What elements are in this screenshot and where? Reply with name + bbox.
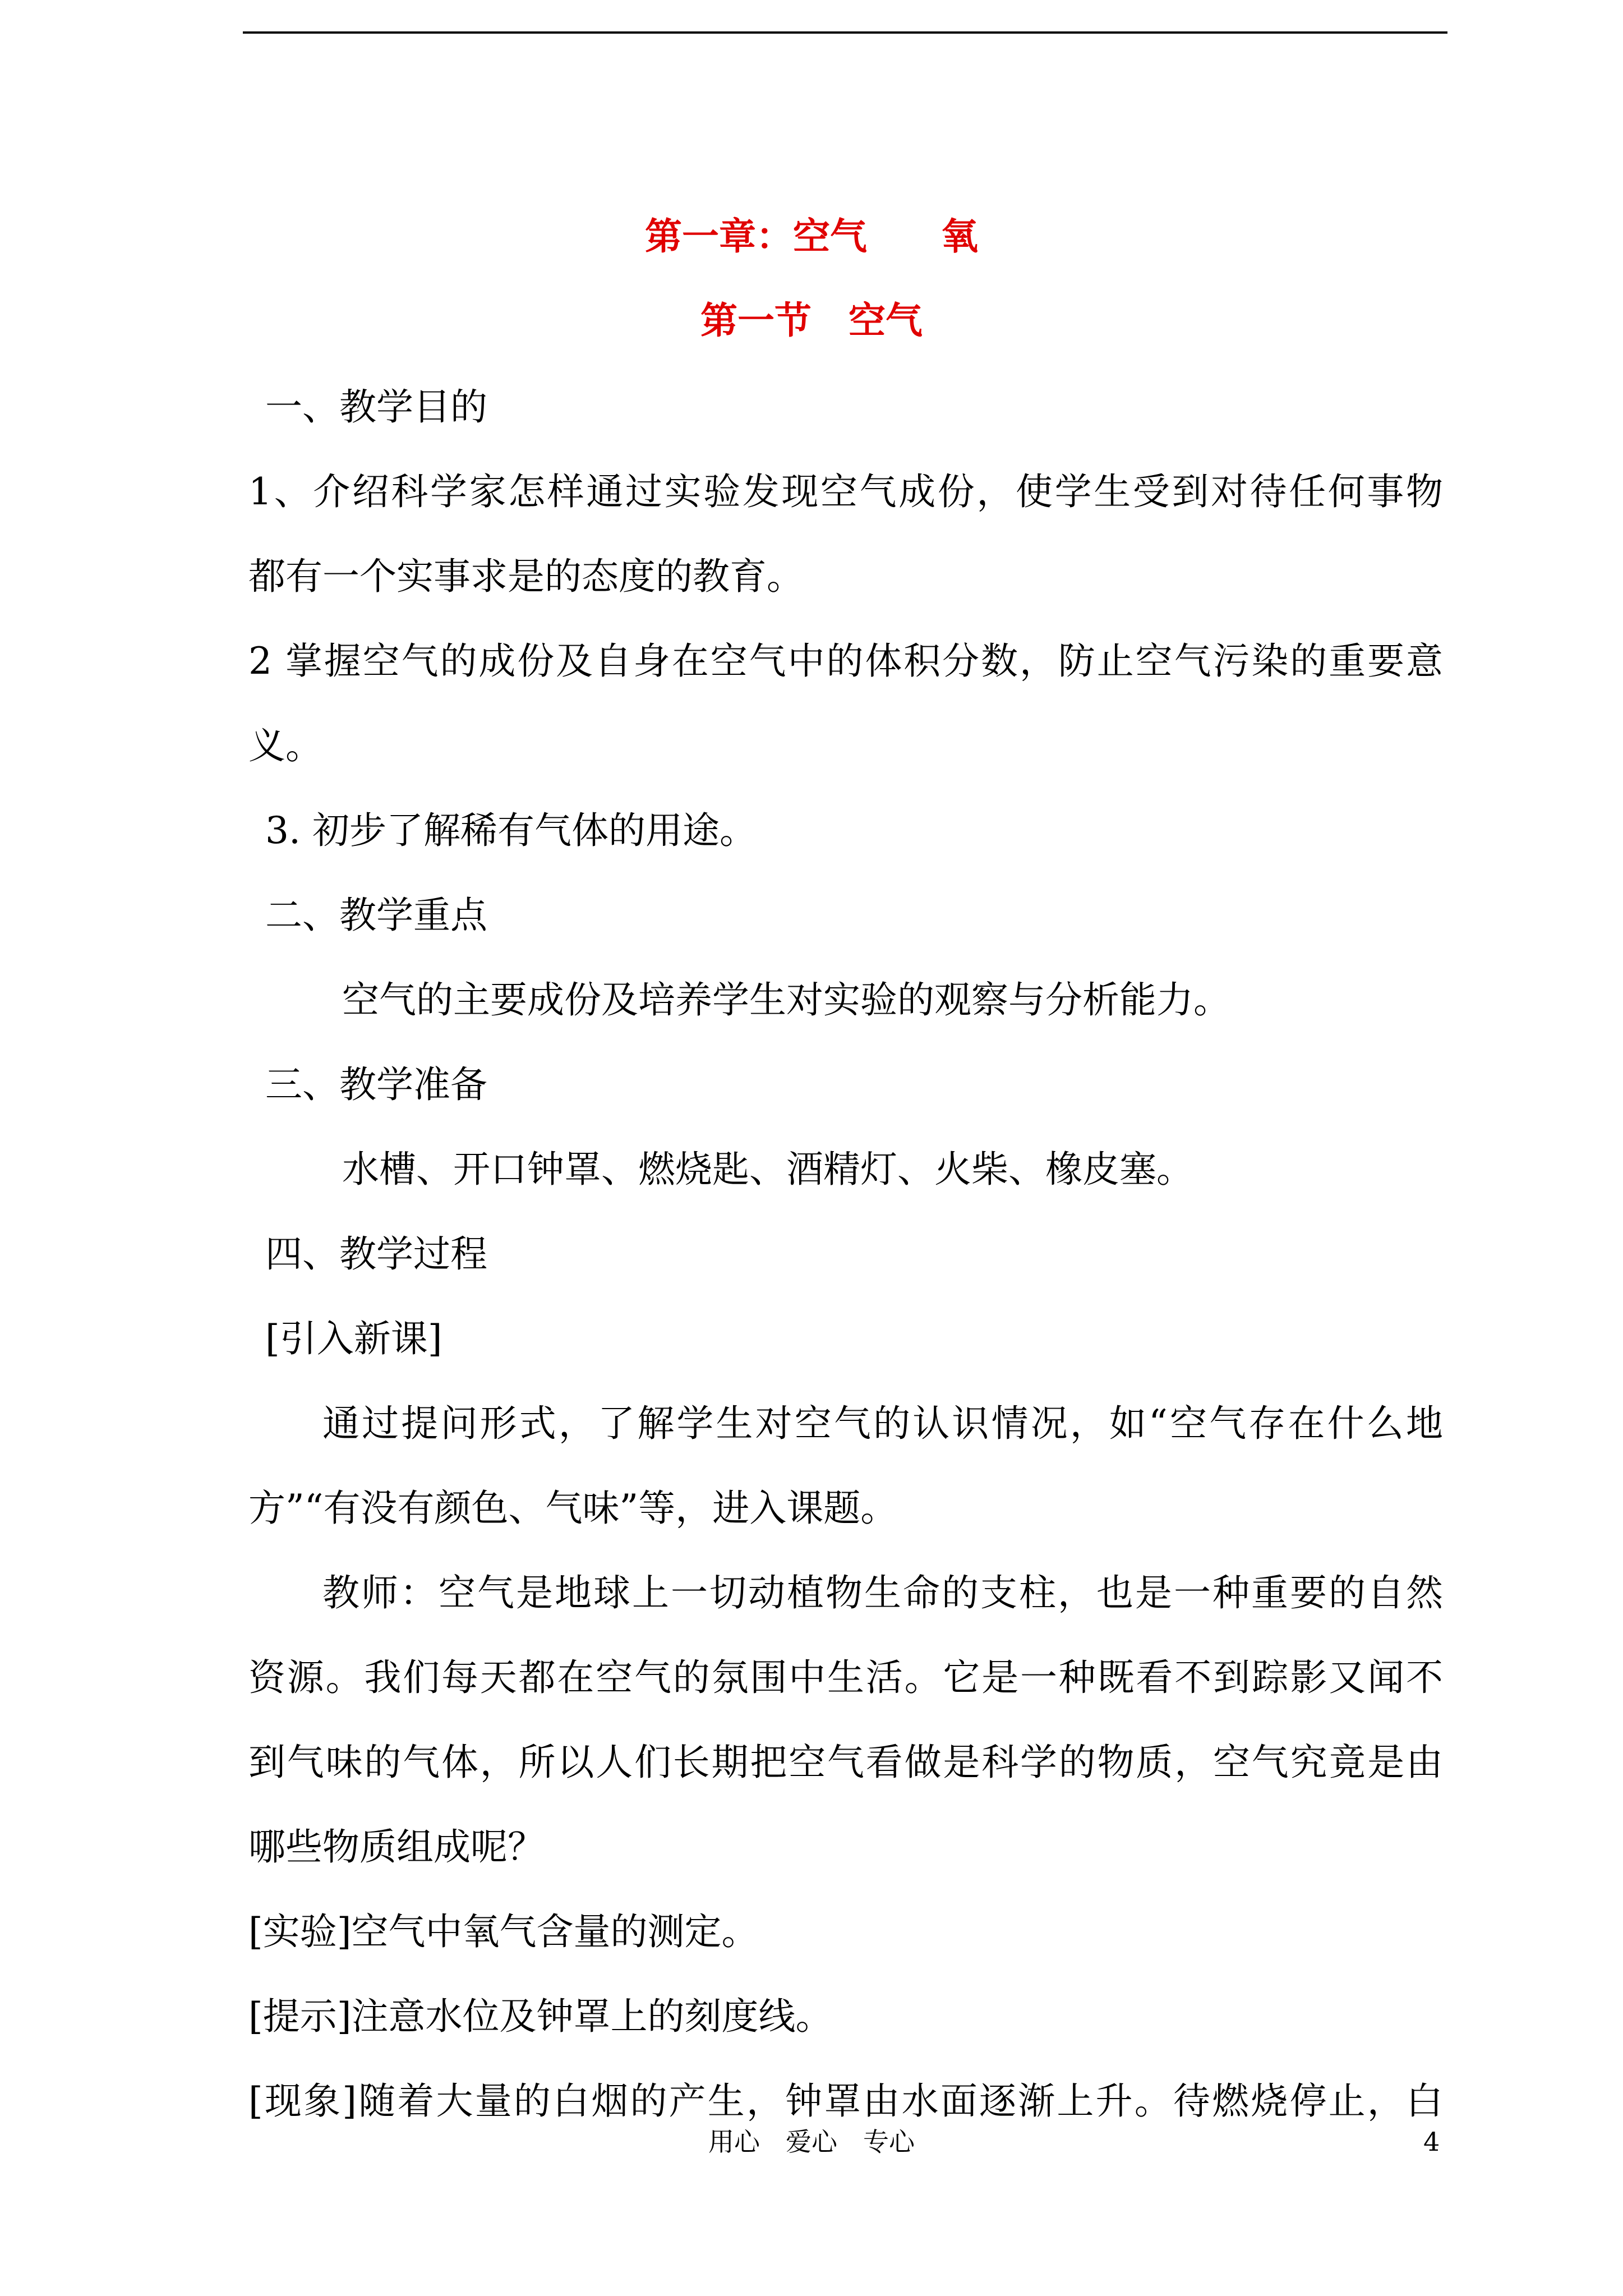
- paragraph-line: [现象]随着大量的白烟的产生，钟罩由水面逐渐上升。待燃烧停止，白: [248, 2079, 1443, 2123]
- footer-motto: 用心 爱心 专心: [708, 2127, 915, 2157]
- paragraph-line: 通过提问形式，了解学生对空气的认识情况，如“空气存在什么地: [322, 1402, 1443, 1445]
- paragraph-line: 义。: [248, 724, 322, 767]
- header-rule: [243, 31, 1447, 34]
- paragraph-line: 1、介绍科学家怎样通过实验发现空气成份，使学生受到对待任何事物: [248, 470, 1443, 513]
- page-number: 4: [1423, 2127, 1440, 2157]
- paragraph-line: 都有一个实事求是的态度的教育。: [248, 555, 804, 598]
- paragraph-line: 空气的主要成份及培养学生对实验的观察与分析能力。: [342, 978, 1230, 1022]
- heading-preparation: 三、教学准备: [265, 1063, 487, 1106]
- section-title: 第一节 空气: [700, 298, 923, 342]
- chapter-title: 第一章：空气 氧: [645, 214, 978, 258]
- paragraph-line: 教师：空气是地球上一切动植物生命的支柱，也是一种重要的自然: [322, 1571, 1443, 1614]
- paragraph-line: 资源。我们每天都在空气的氛围中生活。它是一种既看不到踪影又闻不: [248, 1656, 1443, 1699]
- paragraph-line: [引入新课]: [265, 1317, 442, 1360]
- heading-process: 四、教学过程: [265, 1232, 487, 1276]
- heading-objectives: 一、教学目的: [265, 385, 487, 429]
- paragraph-line: 到气味的气体，所以人们长期把空气看做是科学的物质，空气究竟是由: [248, 1741, 1443, 1784]
- heading-key-points: 二、教学重点: [265, 894, 487, 937]
- paragraph-line: 3. 初步了解稀有气体的用途。: [265, 809, 757, 852]
- paragraph-line: 方”“有没有颜色、气味”等，进入课题。: [248, 1487, 898, 1530]
- paragraph-line: 2 掌握空气的成份及自身在空气中的体积分数，防止空气污染的重要意: [248, 639, 1443, 683]
- paragraph-line: 水槽、开口钟罩、燃烧匙、酒精灯、火柴、橡皮塞。: [342, 1148, 1193, 1191]
- paragraph-line: [提示]注意水位及钟罩上的刻度线。: [248, 1995, 833, 2038]
- paragraph-line: [实验]空气中氧气含量的测定。: [248, 1910, 759, 1953]
- paragraph-line: 哪些物质组成呢？: [248, 1825, 545, 1869]
